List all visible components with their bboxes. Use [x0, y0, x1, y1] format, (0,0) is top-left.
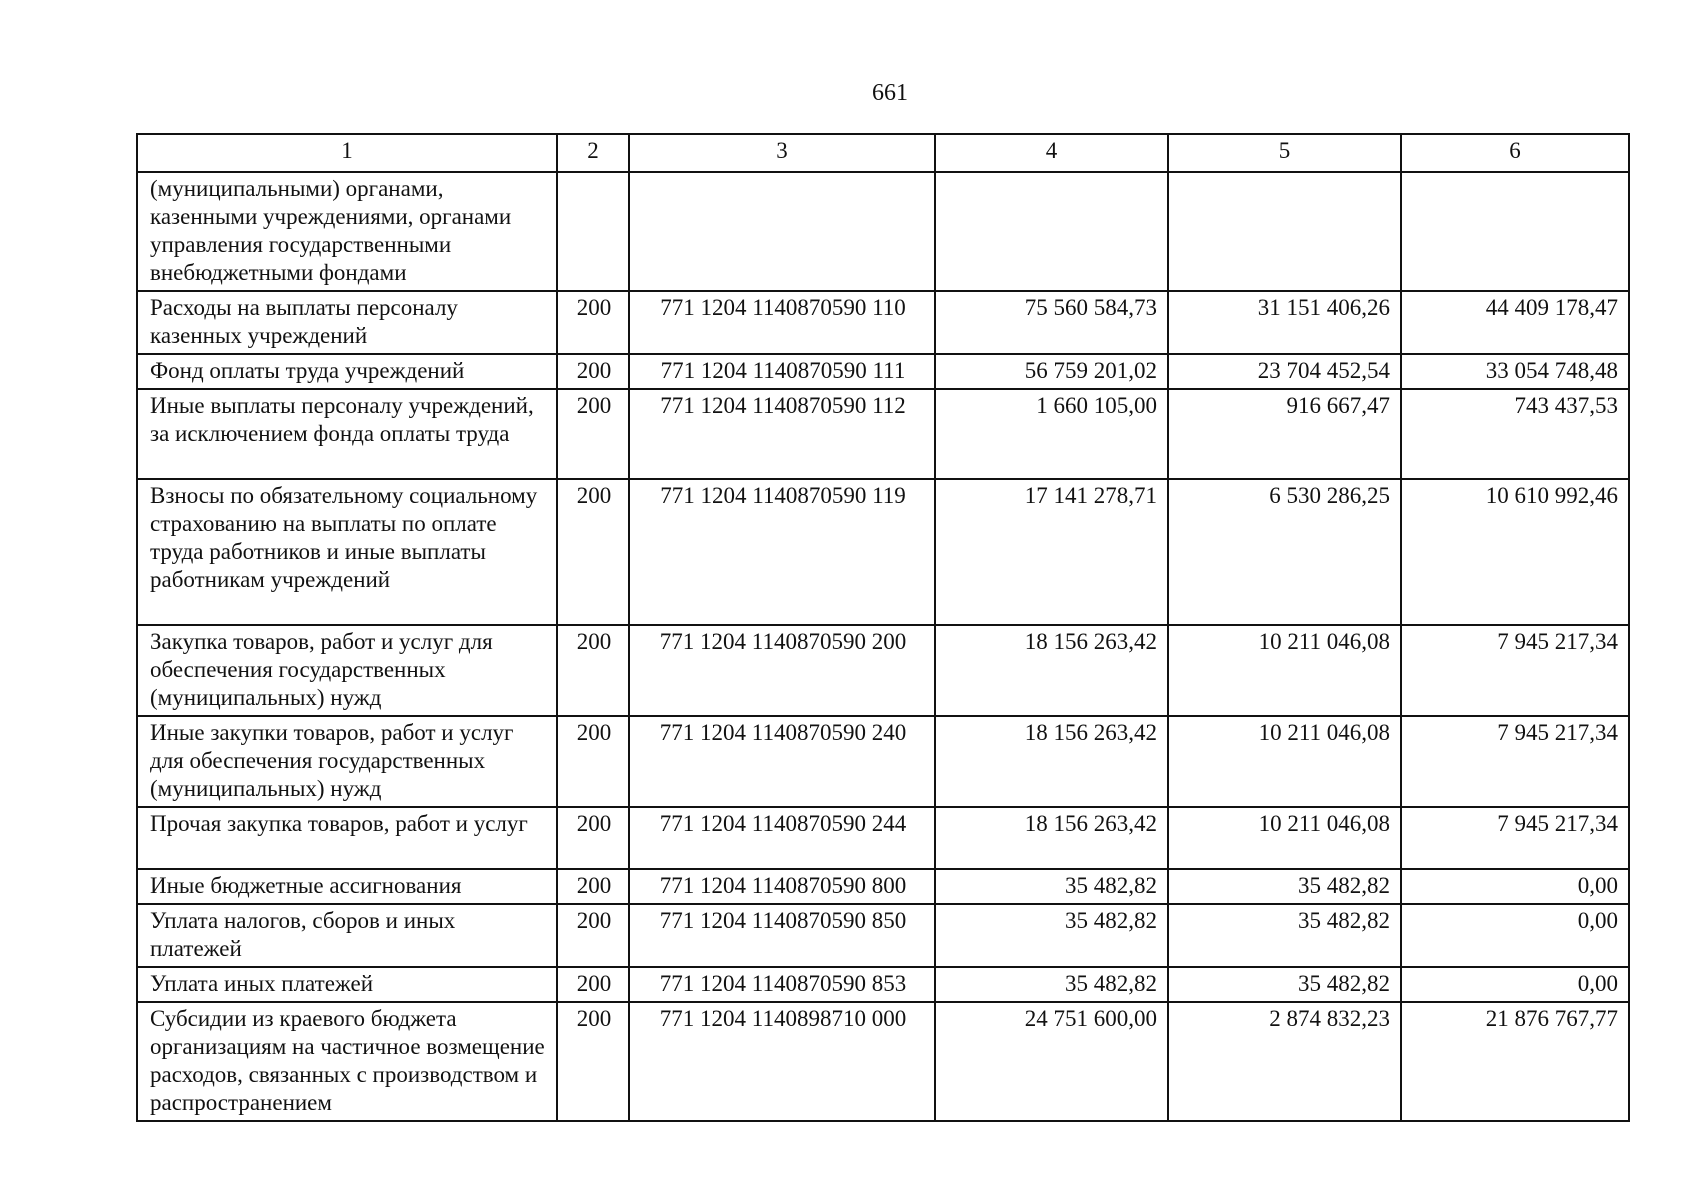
row-unexecuted-cell	[1401, 172, 1629, 291]
row-unexecuted-cell: 0,00	[1401, 904, 1629, 967]
row-kbk-cell: 771 1204 1140870590 850	[629, 904, 935, 967]
table-row	[137, 625, 1629, 716]
row-executed-cell: 35 482,82	[1168, 967, 1401, 1002]
row-name-cell: Фонд оплаты труда учреждений	[137, 354, 557, 389]
row-code-cell: 200	[557, 389, 629, 479]
row-executed-cell: 31 151 406,26	[1168, 291, 1401, 354]
column-header-6: 6	[1401, 134, 1629, 172]
column-header-5: 5	[1168, 134, 1401, 172]
row-unexecuted-cell: 10 610 992,46	[1401, 479, 1629, 625]
row-executed-cell: 916 667,47	[1168, 389, 1401, 479]
row-code-cell	[557, 172, 629, 291]
row-executed-cell	[1168, 172, 1401, 291]
table-row	[137, 904, 1629, 967]
row-unexecuted-cell: 33 054 748,48	[1401, 354, 1629, 389]
row-kbk-cell: 771 1204 1140898710 000	[629, 1002, 935, 1121]
table-row	[137, 869, 1629, 904]
row-executed-cell: 2 874 832,23	[1168, 1002, 1401, 1121]
row-name-cell: Уплата налогов, сборов и иных платежей	[137, 904, 557, 967]
row-unexecuted-cell: 44 409 178,47	[1401, 291, 1629, 354]
column-header-4: 4	[935, 134, 1168, 172]
table-row	[137, 1002, 1629, 1121]
table-row	[137, 479, 1629, 625]
table-row	[137, 389, 1629, 479]
row-executed-cell: 10 211 046,08	[1168, 625, 1401, 716]
row-approved-cell: 1 660 105,00	[935, 389, 1168, 479]
table-row	[137, 291, 1629, 354]
row-kbk-cell: 771 1204 1140870590 111	[629, 354, 935, 389]
row-code-cell: 200	[557, 1002, 629, 1121]
row-executed-cell: 23 704 452,54	[1168, 354, 1401, 389]
row-unexecuted-cell: 7 945 217,34	[1401, 716, 1629, 807]
row-name-cell: Субсидии из краевого бюджета организациям на частичное возмещение расходов, связанных с производством и распространением	[137, 1002, 557, 1121]
row-name-cell: Расходы на выплаты персоналу казенных учреждений	[137, 291, 557, 354]
row-kbk-cell: 771 1204 1140870590 800	[629, 869, 935, 904]
row-approved-cell: 24 751 600,00	[935, 1002, 1168, 1121]
row-name-cell: (муниципальными) органами, казенными учреждениями, органами управления государственными внебюджетными фондами	[137, 172, 557, 291]
row-code-cell: 200	[557, 869, 629, 904]
row-executed-cell: 35 482,82	[1168, 869, 1401, 904]
row-approved-cell: 18 156 263,42	[935, 807, 1168, 869]
row-unexecuted-cell: 743 437,53	[1401, 389, 1629, 479]
table-row	[137, 716, 1629, 807]
row-unexecuted-cell: 0,00	[1401, 967, 1629, 1002]
row-name-cell: Взносы по обязательному социальному страхованию на выплаты по оплате труда работников и иные выплаты работникам учреждений	[137, 479, 557, 625]
row-approved-cell: 18 156 263,42	[935, 625, 1168, 716]
row-name-cell: Иные закупки товаров, работ и услуг для обеспечения государственных (муниципальных) нужд	[137, 716, 557, 807]
table-header-row	[137, 134, 1629, 172]
row-code-cell: 200	[557, 625, 629, 716]
row-code-cell: 200	[557, 716, 629, 807]
column-header-3: 3	[629, 134, 935, 172]
row-unexecuted-cell: 0,00	[1401, 869, 1629, 904]
row-kbk-cell: 771 1204 1140870590 110	[629, 291, 935, 354]
row-approved-cell: 35 482,82	[935, 904, 1168, 967]
row-code-cell: 200	[557, 354, 629, 389]
column-header-2: 2	[557, 134, 629, 172]
row-kbk-cell: 771 1204 1140870590 240	[629, 716, 935, 807]
row-code-cell: 200	[557, 291, 629, 354]
row-unexecuted-cell: 7 945 217,34	[1401, 807, 1629, 869]
row-executed-cell: 10 211 046,08	[1168, 716, 1401, 807]
row-name-cell: Иные бюджетные ассигнования	[137, 869, 557, 904]
row-kbk-cell: 771 1204 1140870590 244	[629, 807, 935, 869]
row-approved-cell: 35 482,82	[935, 869, 1168, 904]
page-number: 661	[872, 80, 908, 106]
row-approved-cell: 35 482,82	[935, 967, 1168, 1002]
row-unexecuted-cell: 21 876 767,77	[1401, 1002, 1629, 1121]
row-executed-cell: 10 211 046,08	[1168, 807, 1401, 869]
row-approved-cell: 18 156 263,42	[935, 716, 1168, 807]
row-name-cell: Прочая закупка товаров, работ и услуг	[137, 807, 557, 869]
budget-execution-table	[136, 133, 1630, 1122]
table-row	[137, 967, 1629, 1002]
table-row	[137, 172, 1629, 291]
row-name-cell: Иные выплаты персоналу учреждений, за исключением фонда оплаты труда	[137, 389, 557, 479]
row-name-cell: Уплата иных платежей	[137, 967, 557, 1002]
column-header-1: 1	[137, 134, 557, 172]
table-row	[137, 354, 1629, 389]
row-executed-cell: 6 530 286,25	[1168, 479, 1401, 625]
row-approved-cell: 56 759 201,02	[935, 354, 1168, 389]
row-name-cell: Закупка товаров, работ и услуг для обеспечения государственных (муниципальных) нужд	[137, 625, 557, 716]
row-kbk-cell: 771 1204 1140870590 119	[629, 479, 935, 625]
row-kbk-cell: 771 1204 1140870590 112	[629, 389, 935, 479]
row-kbk-cell	[629, 172, 935, 291]
row-approved-cell: 75 560 584,73	[935, 291, 1168, 354]
table-row	[137, 807, 1629, 869]
row-approved-cell: 17 141 278,71	[935, 479, 1168, 625]
row-executed-cell: 35 482,82	[1168, 904, 1401, 967]
row-code-cell: 200	[557, 807, 629, 869]
row-kbk-cell: 771 1204 1140870590 853	[629, 967, 935, 1002]
row-kbk-cell: 771 1204 1140870590 200	[629, 625, 935, 716]
row-code-cell: 200	[557, 479, 629, 625]
row-unexecuted-cell: 7 945 217,34	[1401, 625, 1629, 716]
row-code-cell: 200	[557, 904, 629, 967]
row-approved-cell	[935, 172, 1168, 291]
row-code-cell: 200	[557, 967, 629, 1002]
